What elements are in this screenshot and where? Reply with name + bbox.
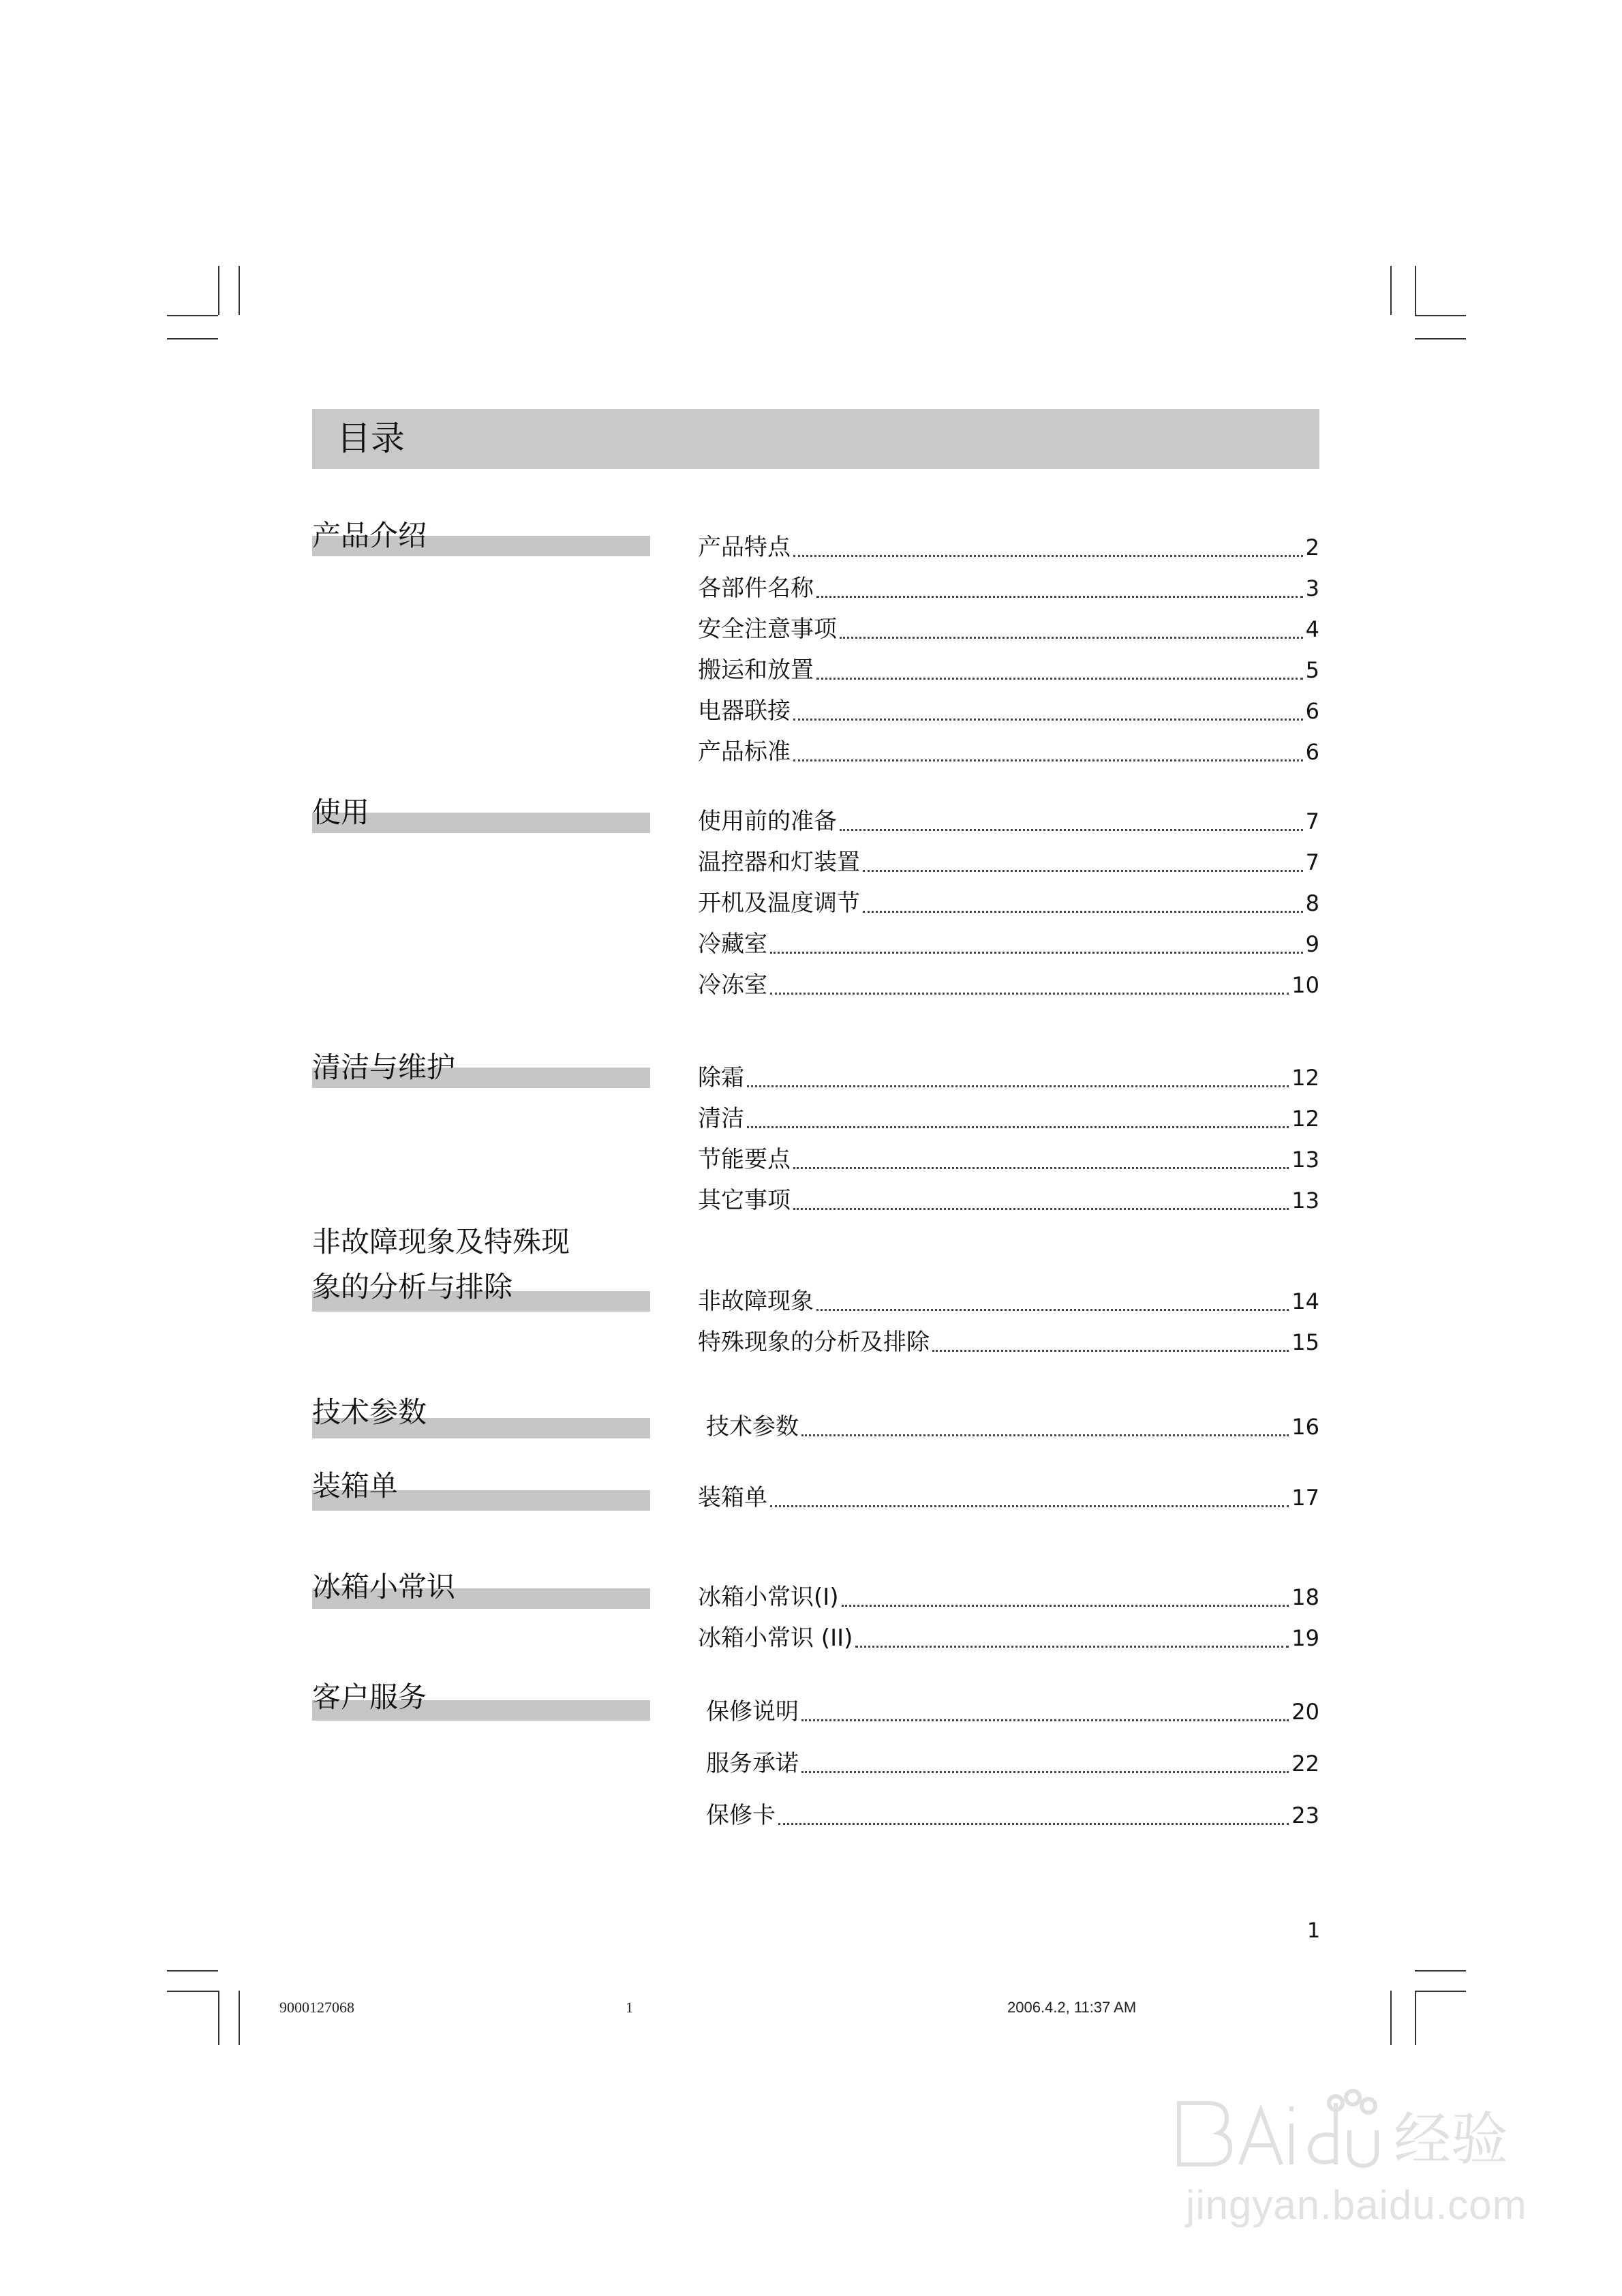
footer-doc-id: 9000127068 — [279, 1999, 354, 2016]
leader-dots — [793, 719, 1303, 721]
section-heading: 技术参数 — [312, 1395, 427, 1429]
toc-entry-label: 保修说明 — [706, 1698, 799, 1725]
toc-entry[interactable] — [698, 570, 1319, 604]
watermark-url: jingyan.baidu.com — [1186, 2182, 1527, 2228]
toc-entry[interactable] — [698, 1479, 1319, 1513]
toc-entry-label: 除霜 — [698, 1064, 744, 1091]
leader-dots — [770, 952, 1303, 954]
leader-dots — [747, 1126, 1289, 1128]
leader-dots — [770, 1505, 1289, 1507]
section-heading: 冰箱小常识 — [312, 1570, 456, 1603]
page-title: 目录 — [337, 419, 405, 458]
toc-entry-page: 19 — [1291, 1625, 1319, 1651]
toc-entry-label: 安全注意事项 — [698, 616, 837, 643]
crop-mark — [167, 1970, 218, 1972]
toc-entry[interactable] — [698, 1579, 1319, 1613]
toc-entry-label: 产品标准 — [698, 738, 791, 766]
toc-entry-page: 12 — [1291, 1106, 1319, 1132]
toc-entry[interactable] — [698, 1141, 1319, 1175]
toc-entry-page: 7 — [1305, 809, 1319, 834]
section-heading: 产品介绍 — [312, 519, 427, 552]
footer-sheet: 1 — [626, 1999, 633, 2016]
leader-dots — [801, 1771, 1289, 1773]
page-number: 1 — [1307, 1919, 1321, 1943]
toc-entry[interactable] — [698, 693, 1319, 727]
leader-dots — [932, 1350, 1289, 1352]
toc-entry[interactable] — [706, 1745, 1319, 1779]
toc-entry-label: 各部件名称 — [698, 575, 814, 602]
title-band — [312, 409, 1319, 469]
toc-entry-page: 2 — [1305, 534, 1319, 560]
crop-mark — [1415, 338, 1466, 339]
toc-entry-page: 7 — [1305, 849, 1319, 875]
leader-dots — [801, 1434, 1289, 1436]
crop-mark — [218, 1991, 219, 2045]
toc-entry[interactable] — [698, 926, 1319, 960]
toc-entry[interactable] — [698, 734, 1319, 768]
toc-entry-page: 22 — [1291, 1751, 1319, 1777]
crop-mark — [1415, 266, 1416, 315]
toc-entry-page: 23 — [1291, 1802, 1319, 1828]
toc-entry-page: 12 — [1291, 1065, 1319, 1091]
toc-entry-label: 其它事项 — [698, 1187, 791, 1214]
section-heading: 装箱单 — [312, 1469, 399, 1502]
toc-entry[interactable] — [698, 1283, 1319, 1317]
toc-entry[interactable] — [706, 1408, 1319, 1442]
toc-entry[interactable] — [698, 803, 1319, 837]
toc-entry-page: 18 — [1291, 1584, 1319, 1610]
crop-mark — [1390, 266, 1392, 315]
toc-entry[interactable] — [698, 1620, 1319, 1654]
toc-entry[interactable] — [698, 1059, 1319, 1093]
toc-entry[interactable] — [698, 1100, 1319, 1134]
section-heading: 非故障现象及特殊现 — [312, 1225, 570, 1258]
toc-entry-label: 冰箱小常识(I) — [698, 1584, 839, 1611]
toc-entry-page: 15 — [1291, 1329, 1319, 1355]
toc-entry-label: 装箱单 — [698, 1484, 767, 1511]
leader-dots — [842, 1605, 1289, 1607]
toc-entry-label: 特殊现象的分析及排除 — [698, 1329, 930, 1356]
leader-dots — [770, 993, 1289, 995]
section-heading: 清洁与维护 — [312, 1051, 456, 1084]
leader-dots — [855, 1646, 1289, 1648]
crop-mark — [1415, 1991, 1416, 2045]
leader-dots — [816, 678, 1303, 680]
toc-entry[interactable] — [706, 1693, 1319, 1727]
leader-dots — [840, 829, 1303, 831]
toc-entry-page: 8 — [1305, 890, 1319, 916]
toc-entry[interactable] — [698, 1324, 1319, 1358]
crop-mark — [167, 1991, 218, 1992]
toc-entry-label: 搬运和放置 — [698, 656, 814, 684]
leader-dots — [778, 1823, 1289, 1825]
crop-mark — [167, 338, 218, 339]
leader-dots — [793, 759, 1303, 761]
toc-entry[interactable] — [706, 1797, 1319, 1831]
footer-timestamp: 2006.4.2, 11:37 AM — [1007, 1999, 1137, 2016]
crop-mark — [1415, 315, 1466, 316]
toc-entry-label: 服务承诺 — [706, 1750, 799, 1777]
toc-entry[interactable] — [698, 885, 1319, 919]
leader-dots — [816, 596, 1303, 598]
crop-mark — [1415, 1991, 1466, 1992]
toc-entry-label: 节能要点 — [698, 1146, 791, 1173]
toc-entry[interactable] — [698, 1182, 1319, 1216]
crop-mark — [1390, 1991, 1392, 2045]
toc-entry-page: 3 — [1305, 575, 1319, 601]
toc-entry-label: 开机及温度调节 — [698, 890, 860, 917]
leader-dots — [801, 1719, 1289, 1721]
leader-dots — [793, 1167, 1289, 1169]
svg-text:经验: 经验 — [1394, 2106, 1509, 2173]
toc-entry-label: 非故障现象 — [698, 1288, 814, 1315]
toc-entry-page: 20 — [1291, 1699, 1319, 1725]
leader-dots — [863, 870, 1303, 872]
toc-entry-label: 清洁 — [698, 1105, 744, 1132]
toc-entry-page: 13 — [1291, 1147, 1319, 1173]
leader-dots — [840, 637, 1303, 639]
toc-entry-page: 16 — [1291, 1414, 1319, 1440]
leader-dots — [793, 1208, 1289, 1210]
section-heading: 使用 — [312, 796, 370, 829]
crop-mark — [1415, 1970, 1466, 1972]
toc-entry-page: 14 — [1291, 1288, 1319, 1314]
baidu-jingyan-watermark-logo — [1159, 2083, 1540, 2185]
leader-dots — [793, 555, 1303, 557]
toc-entry-label: 冰箱小常识 (II) — [698, 1625, 853, 1652]
toc-entry-label: 冷藏室 — [698, 931, 767, 958]
toc-entry-page: 4 — [1305, 616, 1319, 642]
leader-dots — [816, 1309, 1289, 1311]
toc-entry-page: 6 — [1305, 698, 1319, 724]
toc-entry-label: 保修卡 — [706, 1802, 776, 1829]
crop-mark — [218, 266, 219, 315]
toc-entry[interactable] — [698, 844, 1319, 878]
toc-entry-page: 17 — [1291, 1485, 1319, 1511]
toc-entry[interactable] — [698, 529, 1319, 563]
toc-entry-page: 6 — [1305, 739, 1319, 765]
toc-entry-label: 温控器和灯装置 — [698, 849, 860, 876]
toc-entry-label: 电器联接 — [698, 697, 791, 725]
toc-entry[interactable] — [698, 967, 1319, 1001]
leader-dots — [747, 1085, 1289, 1087]
toc-entry-label: 技术参数 — [706, 1413, 799, 1440]
toc-entry[interactable] — [698, 611, 1319, 645]
toc-entry-label: 使用前的准备 — [698, 808, 837, 835]
toc-entry-page: 10 — [1291, 972, 1319, 998]
toc-entry-label: 产品特点 — [698, 534, 791, 561]
toc-entry-page: 13 — [1291, 1188, 1319, 1213]
toc-entry-page: 9 — [1305, 931, 1319, 957]
crop-mark — [239, 266, 240, 315]
toc-entry-page: 5 — [1305, 657, 1319, 683]
crop-mark — [239, 1991, 240, 2045]
toc-entry[interactable] — [698, 652, 1319, 686]
section-heading: 客户服务 — [312, 1680, 427, 1714]
crop-mark — [167, 315, 218, 316]
leader-dots — [863, 911, 1303, 913]
toc-entry-label: 冷冻室 — [698, 971, 767, 999]
section-heading: 象的分析与排除 — [312, 1270, 513, 1303]
